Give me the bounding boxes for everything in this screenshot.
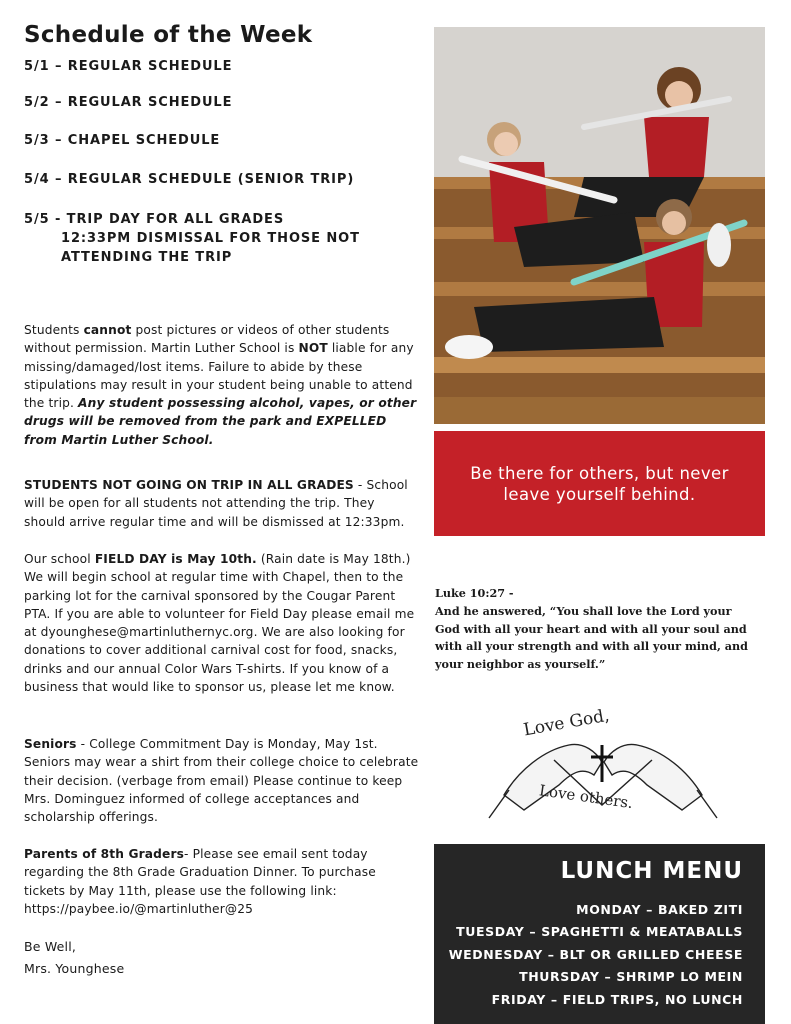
lunch-item: FRIDAY – FIELD TRIPS, NO LUNCH: [491, 991, 743, 1007]
schedule-item: 5/3 – CHAPEL SCHEDULE: [24, 133, 221, 148]
verse-text: And he answered, “You shall love the Lord your God with all your heart and with all your soul and with all your strength and with all your mind, and your neighbor as yourself.”: [435, 603, 748, 672]
lunch-item: TUESDAY – SPAGHETTI & MEATABALLS: [456, 924, 743, 940]
heart-hands-icon: [484, 700, 722, 820]
schedule-item: 5/2 – REGULAR SCHEDULE: [24, 95, 233, 110]
lunch-menu-panel: [434, 844, 765, 1024]
text-run: (Rain date is May 18th.) We will begin school at regular time with Chapel, then to the parking lot for the carnival sponsored by the Cougar Parent PTA. If you are able to volunteer for Field Day please email me at dyounghese@martinluthernyc.org. We are also looking for donations to cover additional carnival cost for food, snacks, drinks and our annual Color Wars T-shirts. If you know of a business that would like to sponsor us, please let me know.: [24, 552, 415, 695]
schedule-line: 5/5 - TRIP DAY FOR ALL GRADES: [24, 212, 285, 227]
softball-team-photo: [434, 27, 765, 424]
emphasis: Seniors: [24, 737, 77, 751]
lunch-menu-title: LUNCH MENU: [560, 858, 743, 884]
emphasis: NOT: [298, 341, 328, 356]
motto-banner: Be there for others, but never leave yourself behind.: [434, 431, 765, 536]
schedule-item: 5/1 – REGULAR SCHEDULE: [24, 59, 233, 74]
lunch-item: WEDNESDAY – BLT OR GRILLED CHEESE: [448, 946, 743, 962]
signoff-greeting: Be Well,: [24, 939, 77, 954]
lunch-item: MONDAY – BAKED ZITI: [576, 902, 743, 917]
logo-text-top: Love God,: [522, 705, 611, 741]
schedule-item: 5/4 – REGULAR SCHEDULE (SENIOR TRIP): [24, 172, 355, 187]
trip-policy-paragraph: [24, 321, 419, 449]
emphasis: FIELD DAY is May 10th.: [94, 552, 257, 566]
emphasis: STUDENTS NOT GOING ON TRIP IN ALL GRADES: [24, 478, 354, 492]
verse-reference: Luke 10:27 -: [435, 586, 514, 600]
page-title: Schedule of the Week: [24, 22, 313, 48]
not-going-paragraph: [24, 476, 419, 531]
emphasis: Parents of 8th Graders: [24, 847, 185, 861]
field-day-paragraph: [24, 550, 419, 696]
schedule-line: ATTENDING THE TRIP: [61, 250, 233, 265]
warning-text: Any student possessing alcohol, vapes, or other drugs will be removed from the park and EXPELLED from Martin Luther School.: [24, 396, 417, 447]
text-run: liable for any missing/damaged/lost items. Failure to abide by these stipulations may result in your student being unable to attend the trip.: [24, 341, 414, 411]
parents-paragraph: [24, 845, 419, 918]
text-run: post pictures or videos of other students without permission. Martin Luther School is: [24, 323, 390, 356]
lunch-item: THURSDAY – SHRIMP LO MEIN: [519, 969, 743, 985]
schedule-item: [24, 210, 360, 267]
emphasis: cannot: [83, 323, 132, 337]
bible-verse: [435, 585, 760, 674]
lunch-menu-list: [449, 899, 743, 1011]
text-run: - College Commitment Day is Monday, May 1st. Seniors may wear a shirt from their college choice to celebrate their decision. (verbage from email) Please continue to keep Mrs. Dominguez informed of college acceptances and scholarship offerings.: [24, 737, 419, 825]
text-run: Our school: [24, 552, 95, 566]
text-run: - School will be open for all students not attending the trip. They should arrive regular time and will be dismissed at 12:33pm.: [24, 478, 408, 529]
photo-illustration: [434, 27, 765, 424]
signoff-name: Mrs. Younghese: [24, 961, 125, 976]
text-run: Students: [24, 323, 84, 337]
love-god-love-others-logo: [484, 700, 722, 820]
seniors-paragraph: [24, 735, 419, 826]
text-run: - Please see email sent today regarding the 8th Grade Graduation Dinner. To purchase tickets by May 11th, please use the following link: https://paybee.io/@martinluther@25: [24, 847, 376, 916]
schedule-line: 12:33PM DISMISSAL FOR THOSE NOT: [61, 231, 360, 246]
logo-text-bottom: Love others.: [538, 781, 635, 813]
